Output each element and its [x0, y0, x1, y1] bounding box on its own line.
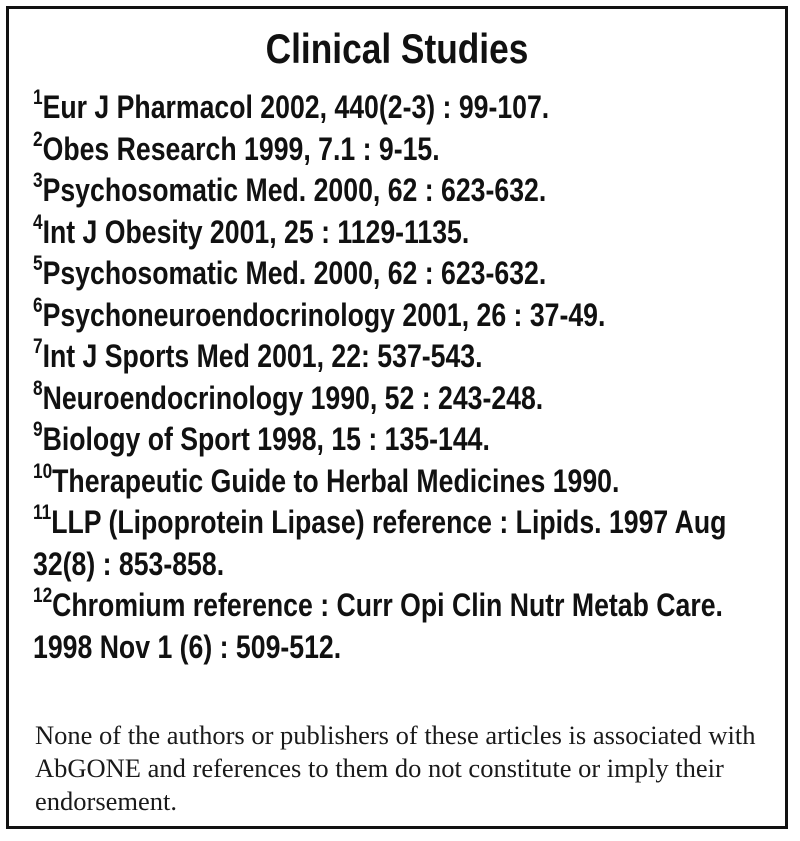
reference-text: Int J Obesity 2001, 25 : 1129-1135.: [42, 213, 470, 250]
reference-number: 10: [33, 459, 53, 483]
reference-text: Therapeutic Guide to Herbal Medicines 1990.: [52, 462, 620, 499]
reference-text: LLP (Lipoprotein Lipase) reference : Lipids. 1997 Aug: [51, 504, 727, 540]
reference-text: 1998 Nov 1 (6) : 509-512.: [33, 628, 342, 665]
reference-number: 11: [33, 501, 52, 525]
reference-text: Chromium reference : Curr Opi Clin Nutr Metab Care.: [52, 587, 723, 623]
reference-item: [33, 419, 746, 461]
reference-text: Eur J Pharmacol 2002, 440(2-3) : 99-107.: [42, 89, 550, 125]
reference-number: 7: [33, 335, 43, 359]
reference-item: [33, 461, 746, 503]
reference-number: 9: [33, 418, 43, 442]
reference-text: Biology of Sport 1998, 15 : 135-144.: [42, 421, 490, 457]
reference-item-continuation: [33, 544, 746, 586]
reference-number: 12: [33, 584, 53, 608]
reference-item: [33, 378, 746, 420]
reference-item: [33, 336, 746, 378]
reference-item: [33, 212, 746, 254]
reference-item: [33, 87, 746, 129]
reference-text: Neuroendocrinology 1990, 52 : 243-248.: [42, 379, 544, 416]
disclaimer-text: None of the authors or publishers of these articles is associated with AbGONE and references to them do not constitute or imply their endorsement.: [35, 720, 756, 816]
reference-item: [33, 253, 746, 295]
reference-item: [33, 502, 746, 544]
reference-item: [33, 585, 746, 627]
reference-number: 2: [33, 127, 43, 151]
reference-text: Psychoneuroendocrinology 2001, 26 : 37-49.: [42, 296, 606, 333]
reference-number: 6: [33, 293, 43, 317]
reference-number: 8: [33, 376, 43, 400]
reference-item: [33, 295, 746, 337]
reference-item: [33, 129, 746, 171]
clinical-studies-box: [6, 6, 788, 829]
reference-text: Int J Sports Med 2001, 22: 537-543.: [42, 338, 483, 374]
reference-item-continuation: [33, 627, 746, 669]
reference-list: [33, 87, 746, 668]
reference-number: 4: [33, 210, 43, 234]
reference-text: 32(8) : 853-858.: [33, 545, 225, 582]
reference-number: 3: [33, 169, 43, 193]
reference-text: Psychosomatic Med. 2000, 62 : 623-632.: [42, 172, 547, 208]
box-title: Clinical Studies: [265, 25, 529, 72]
reference-text: Obes Research 1999, 7.1 : 9-15.: [42, 130, 440, 167]
reference-number: 1: [33, 86, 43, 110]
reference-item: [33, 170, 746, 212]
reference-number: 5: [33, 252, 43, 276]
reference-text: Psychosomatic Med. 2000, 62 : 623-632.: [42, 255, 547, 291]
